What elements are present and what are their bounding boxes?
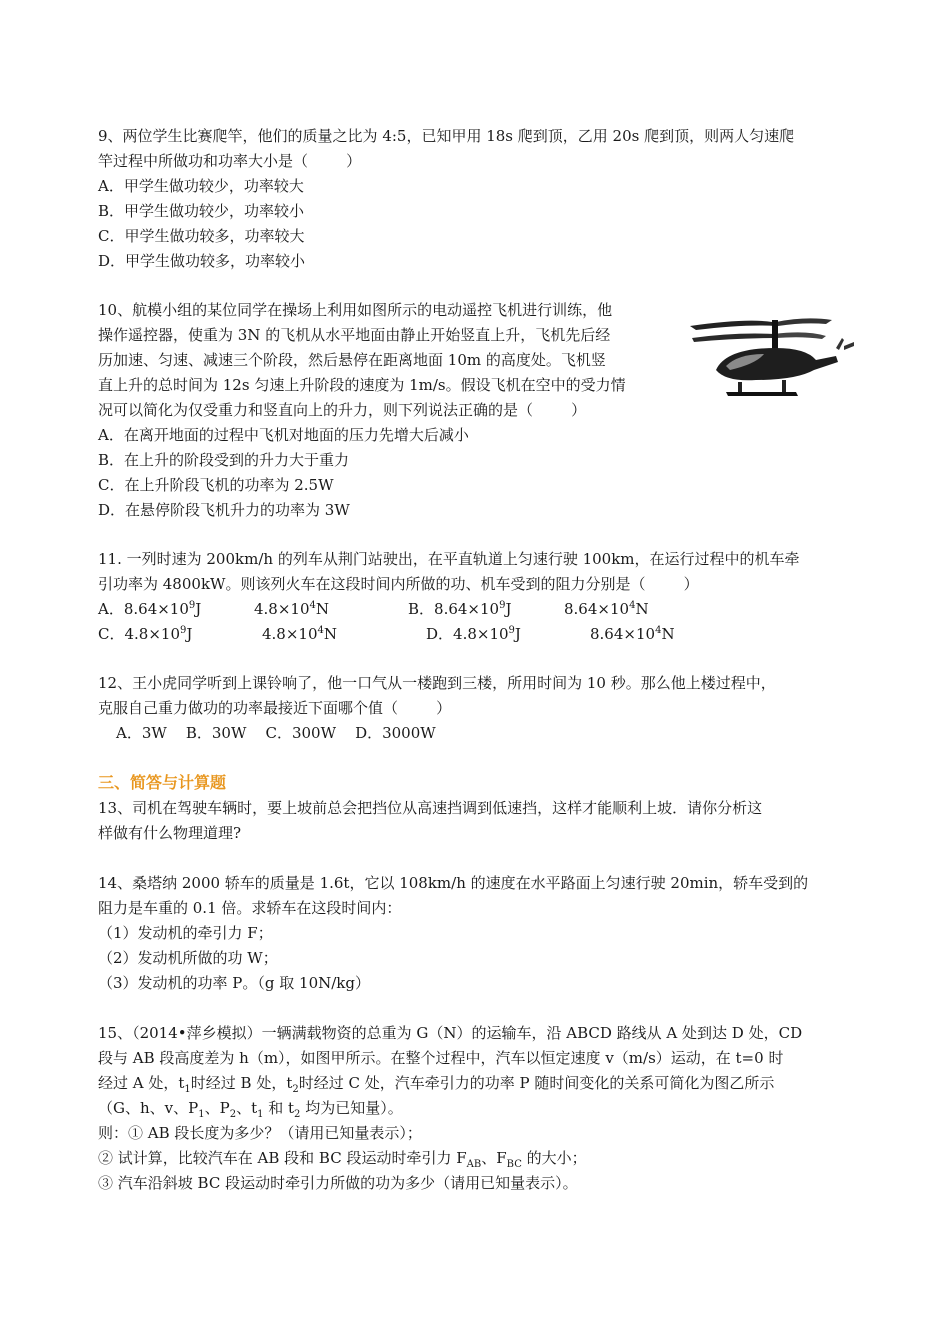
q11-option-a: A．$8.64\times 10^9J$ [98,600,202,618]
q14-item-2: （2）发动机所做的功 W； [98,949,278,967]
section-heading: 三、简答与计算题 [98,773,227,792]
q11-stem-line1: 11. 一列时速为 200km/h 的列车从荆门站驶出，在平直轨道上匀速行驶 100km，在运行过程中的机车牵 [98,550,800,568]
q12-stem-line2: 克服自己重力做功的功率最接近下面哪个值（ ） [98,699,452,717]
q14-item-3: （3）发动机的功率 P。（g 取 10N/kg） [98,974,371,992]
q13-stem-line1: 13、司机在驾驶车辆时，要上坡前总会把挡位从高速挡调到低速挡，这样才能顺利上坡．请你分析这 [98,799,763,817]
q14-item-1: （1）发动机的牵引力 F； [98,924,273,942]
q9-option-c: C．甲学生做功较多，功率较大 [98,227,305,245]
q15-subquestion-3: ③ 汽车沿斜坡 BC 段运动时牵引力所做的功为多少（请用已知量表示）。 [98,1174,578,1192]
q10-stem-line2: 操作遥控器，使重为 3N 的飞机从水平地面由静止开始竖直上升，飞机先后经 [98,326,611,344]
q9-option-b: B．甲学生做功较少，功率较小 [98,202,305,220]
q10-stem-line3: 历加速、匀速、减速三个阶段，然后悬停在距离地面 10m 的高度处。飞机竖 [98,351,606,369]
q9-stem-line2: 竿过程中所做功和功率大小是（ ） [98,152,362,170]
q9-stem-line1: 9、两位学生比赛爬竿，他们的质量之比为 4:5，已知甲用 18s 爬到顶，乙用 20s 爬到顶，则两人匀速爬 [98,127,795,145]
q12-options: A．3W B．30W C．300W D．3000W [116,724,436,742]
q10-stem-line5: 况可以简化为仅受重力和竖直向上的升力，则下列说法正确的是（ ） [98,401,587,419]
q10-option-b: B．在上升的阶段受到的升力大于重力 [98,451,350,469]
q10-option-a: A．在离开地面的过程中飞机对地面的压力先增大后减小 [98,426,469,444]
q15-subquestion-1: 则：① AB 段长度为多少？（请用已知量表示）； [98,1124,422,1142]
q14-stem-line2: 阻力是车重的 0.1 倍。求轿车在这段时间内： [98,899,402,917]
q11-option-b: B．$8.64\times 10^9J$ [408,600,512,618]
q11-option-c-force: $4.8\times 10^4N$ [262,625,338,643]
q11-option-d-force: $8.64\times 10^4N$ [590,625,675,643]
q10-stem-line4: 直上升的总时间为 12s 匀速上升阶段的速度为 1m/s。假设飞机在空中的受力情 [98,376,626,394]
q15-stem-line1: 15、（2014•萍乡模拟）一辆满载物资的总重为 G（N）的运输车，沿 ABCD 路线从 A 处到达 D 处，CD [98,1024,803,1042]
q14-stem-line1: 14、桑塔纳 2000 轿车的质量是 1.6t，它以 108km/h 的速度在水平路面上匀速行驶 20min，轿车受到的 [98,874,809,892]
q10-option-d: D．在悬停阶段飞机升力的功率为 3W [98,501,350,519]
q15-stem-line2: 段与 AB 段高度差为 h（m），如图甲所示。在整个过程中，汽车以恒定速度 v（m/s）运动，在 t=0 时 [98,1049,784,1067]
q10-option-c: C．在上升阶段飞机的功率为 2.5W [98,476,334,494]
q13-stem-line2: 样做有什么物理道理? [98,824,242,842]
q11-option-a-force: $4.8\times 10^4N$ [254,600,330,618]
q15-stem-line3: 经过 A 处，$t_1$时经过 B 处，$t_2$时经过 C 处，汽车牵引力的功率 P 随时间变化的关系可简化为图乙所示 [98,1074,775,1095]
helicopter-image [686,308,862,404]
q15-stem-line4: （G、h、v、$P_1$、$P_2$、$t_1$ 和 $t_2$ 均为已知量）。 [98,1099,403,1120]
q11-option-b-force: $8.64\times 10^4N$ [564,600,649,618]
q11-stem-line2: 引功率为 4800kW。则该列火车在这段时间内所做的功、机车受到的阻力分别是（ ） [98,575,699,593]
q9-option-d: D．甲学生做功较多，功率较小 [98,252,306,270]
q12-stem-line1: 12、王小虎同学听到上课铃响了，他一口气从一楼跑到三楼，所用时间为 10 秒。那么他上楼过程中， [98,674,776,692]
q9-option-a: A．甲学生做功较少，功率较大 [98,177,304,195]
q15-subquestion-2: ② 试计算，比较汽车在 AB 段和 BC 段运动时牵引力 $F_{AB}$、$F_{BC}$ 的大小； [98,1149,587,1170]
q11-option-c: C．$4.8\times 10^9J$ [98,625,193,643]
q11-option-d: D．$4.8\times 10^9J$ [426,625,521,643]
q10-stem-line1: 10、航模小组的某位同学在操场上利用如图所示的电动遥控飞机进行训练，他 [98,301,613,319]
